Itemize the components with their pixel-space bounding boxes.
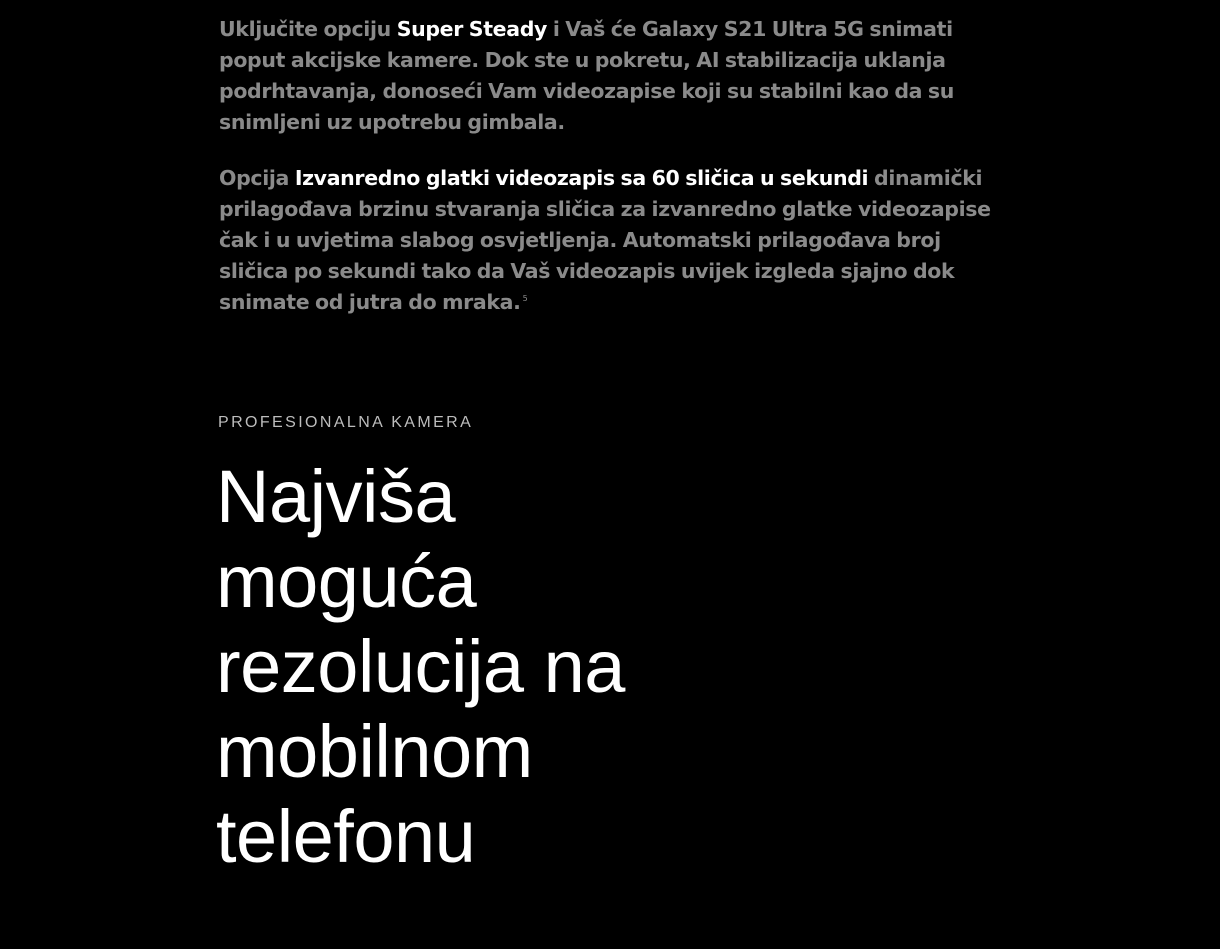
paragraph-text: i Vaš će Galaxy S21 Ultra 5G snimati poput akcijske kamere. Dok ste u pokretu, AI stabilizacija uklanja podrhtavanja, donoseći Vam videozapise koji su stabilni kao da su snimljeni uz upotrebu gimbala. — [219, 17, 955, 134]
smooth-video-paragraph — [219, 163, 1009, 318]
headline-line: mobilnom — [216, 710, 533, 793]
footnote-marker[interactable]: 5 — [522, 294, 528, 303]
feature-copy — [219, 14, 1009, 318]
super-steady-paragraph — [219, 14, 1009, 138]
section-headline — [216, 454, 776, 879]
paragraph-text: Opcija — [219, 166, 295, 190]
headline-line: Najviša — [216, 455, 456, 538]
section-eyebrow: PROFESIONALNA KAMERA — [218, 414, 474, 431]
headline-line: rezolucija na — [216, 625, 625, 708]
headline-line: telefonu — [216, 795, 476, 878]
paragraph-text: dinamički prilagođava brzinu stvaranja sličica za izvanredno glatke videozapise čak i u uvjetima slabog osvjetljenja. Automatski prilagođava broj sličica po sekundi tako da Vaš videozapis uvijek izgleda sjajno dok snimate od jutra do mraka. — [219, 166, 991, 314]
paragraph-text: Uključite opciju — [219, 17, 397, 41]
smooth-video-term: Izvanredno glatki videozapis sa 60 sličica u sekundi — [294, 166, 869, 190]
super-steady-term: Super Steady — [396, 17, 548, 41]
headline-line: moguća — [216, 540, 477, 623]
